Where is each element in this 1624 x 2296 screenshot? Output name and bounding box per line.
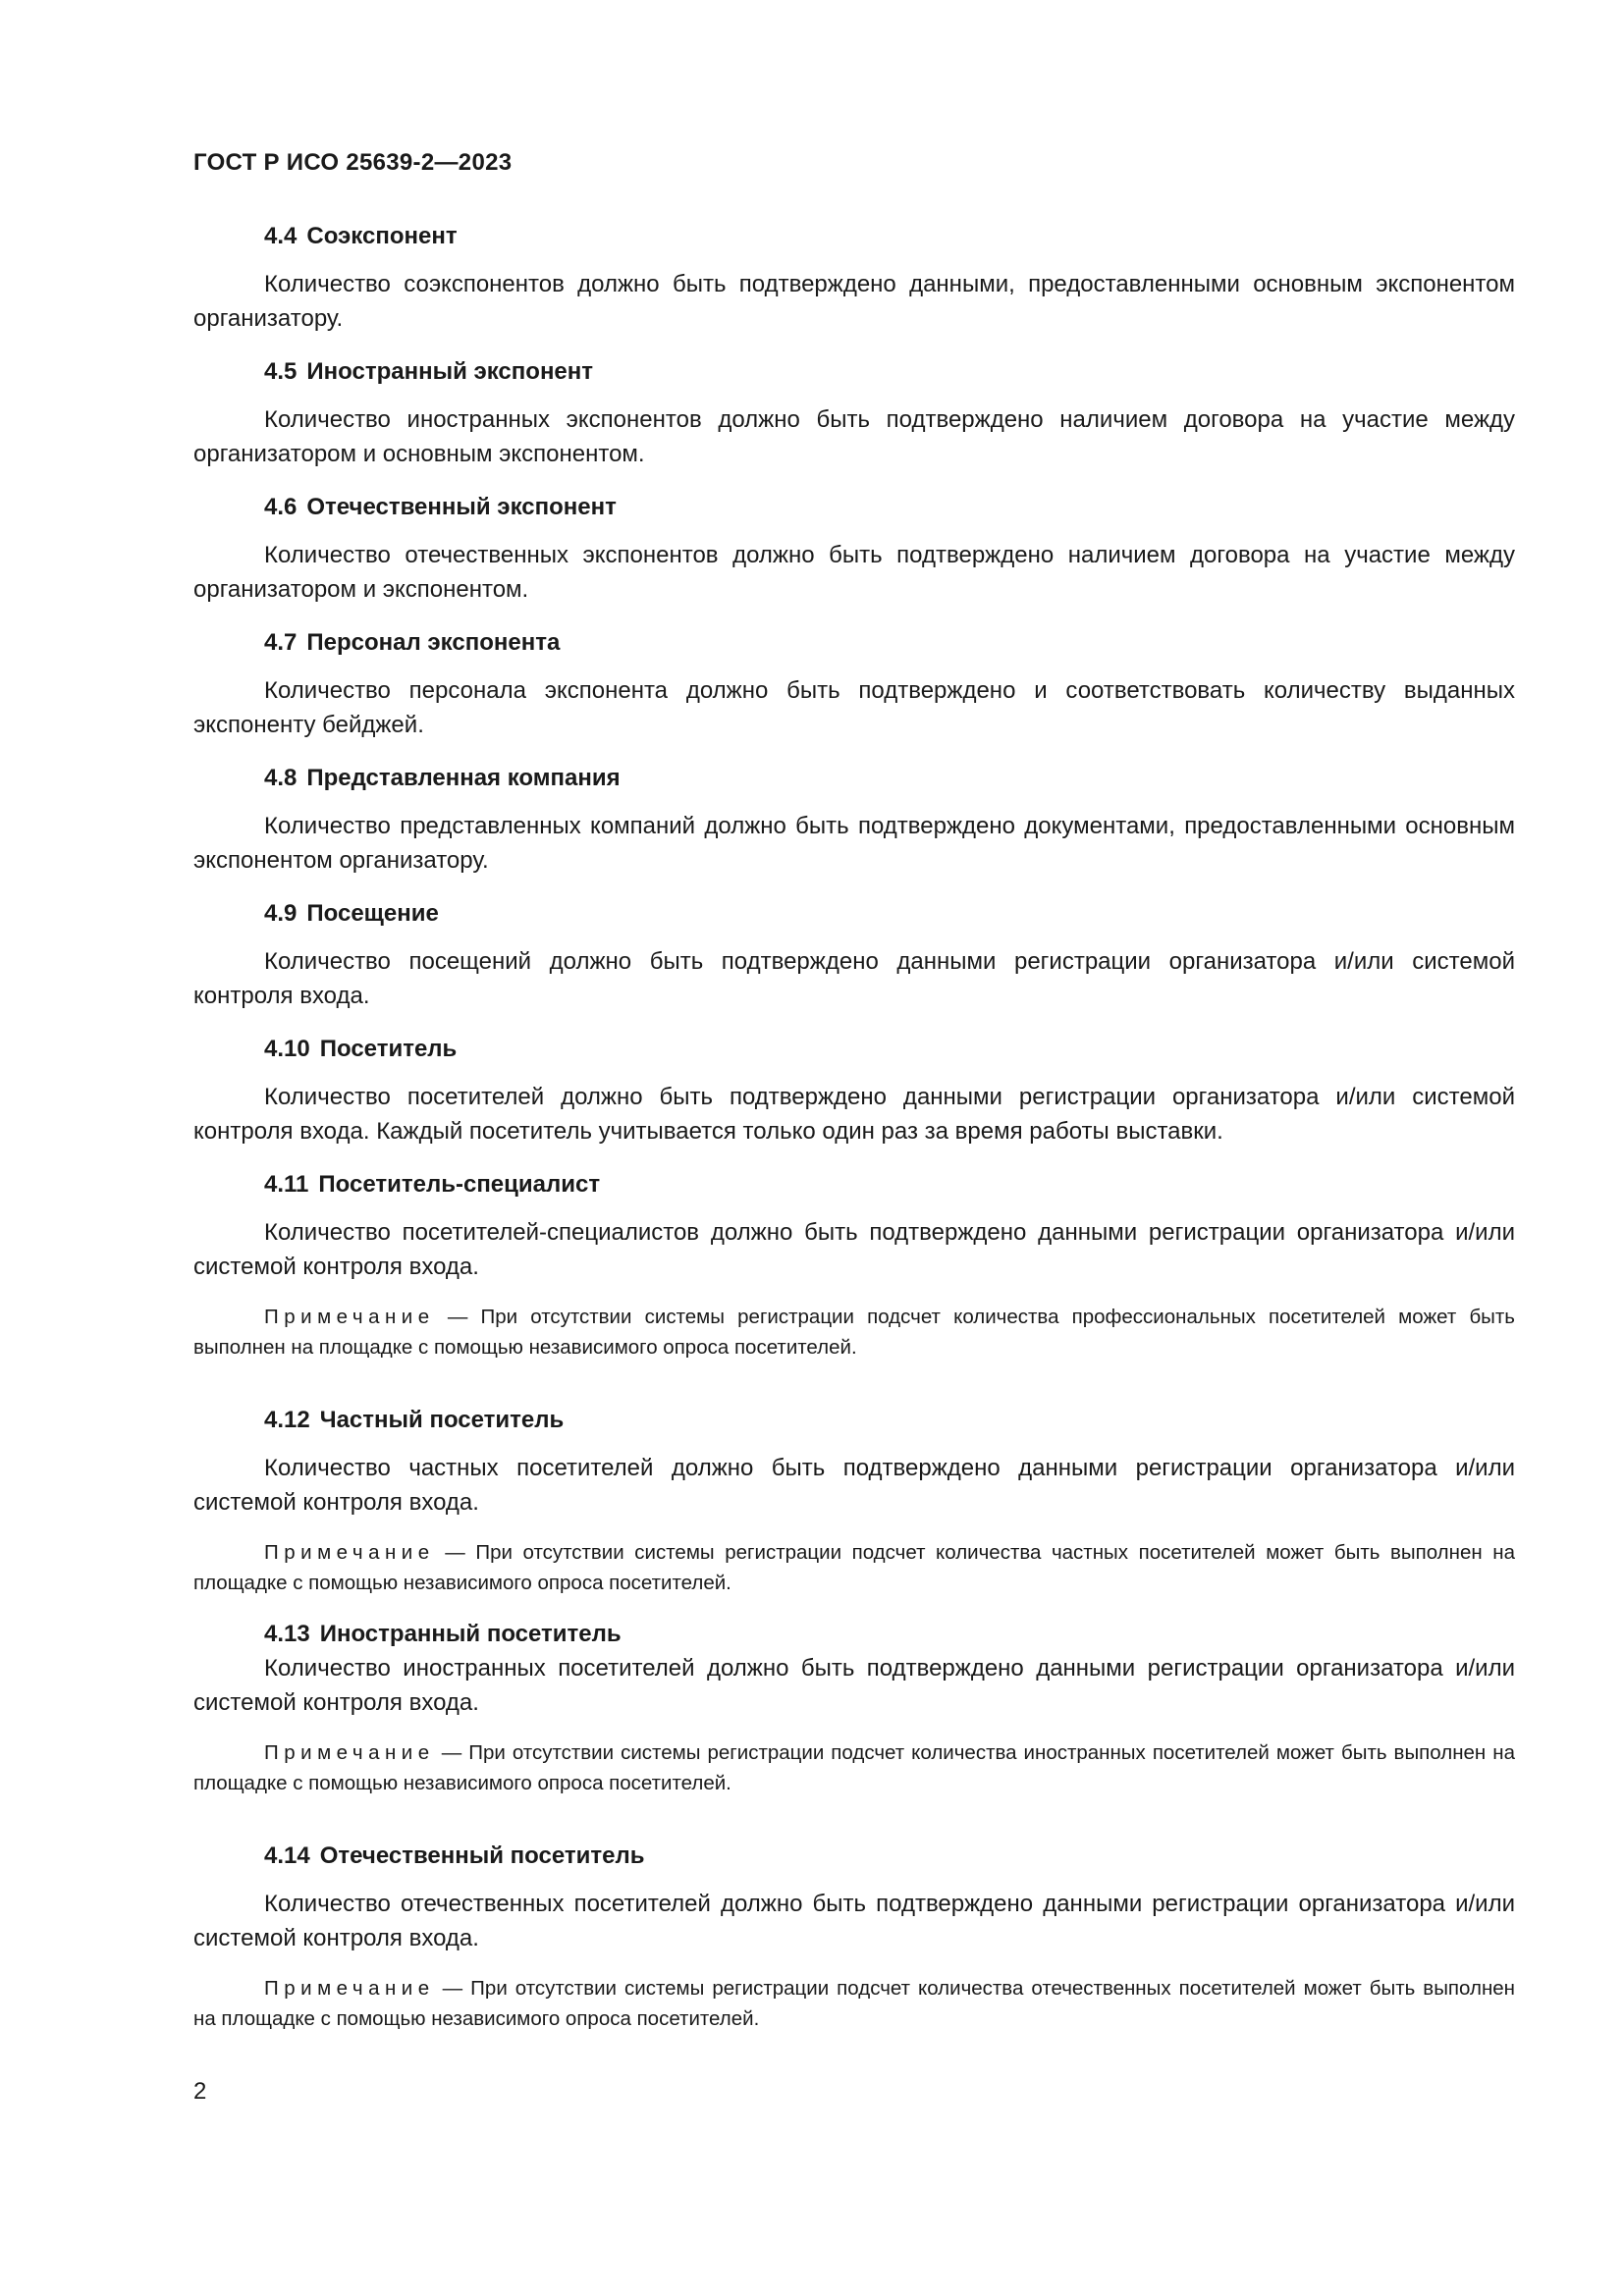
section-paragraph: Количество посетителей должно быть подтверждено данными регистрации организатора и/или системой контроля входа. Каждый посетитель учитывается только один раз за время работы выставки. [193,1084,1515,1145]
section-number: 4.14 [264,1842,310,1869]
section-heading [193,357,1515,387]
section-4-12 [193,1406,1515,1598]
section-paragraph: Количество представленных компаний должно быть подтверждено документами, предоставленными основным экспонентом организатору. [193,813,1515,874]
section-number: 4.11 [264,1171,309,1198]
section-4-9 [193,899,1515,1013]
section-title: Отечественный экспонент [306,494,617,520]
section-paragraph: Количество персонала экспонента должно быть подтверждено и соответствовать количеству выданных экспоненту бейджей. [193,677,1515,738]
section-title: Посетитель-специалист [318,1171,601,1198]
section-title: Посетитель [319,1036,458,1062]
section-number: 4.8 [264,765,298,791]
section-paragraph: Количество иностранных посетителей должно быть подтверждено данными регистрации организатора и/или системой контроля входа. [193,1655,1515,1716]
section-number: 4.4 [264,223,298,249]
section-paragraph: Количество посетителей-специалистов должно быть подтверждено данными регистрации организатора и/или системой контроля входа. [193,1219,1515,1280]
section-paragraph: Количество отечественных экспонентов должно быть подтверждено наличием договора на участие между организатором и экспонентом. [193,542,1515,603]
section-heading [193,899,1515,929]
note-label: Примечание [264,1977,435,2000]
section-number: 4.5 [264,358,298,385]
section-4-4 [193,222,1515,336]
section-heading [193,764,1515,793]
section-paragraph: Количество отечественных посетителей должно быть подтверждено данными регистрации организатора и/или системой контроля входа. [193,1891,1515,1951]
section-number: 4.6 [264,494,298,520]
section-number: 4.10 [264,1036,310,1062]
section-4-11 [193,1170,1515,1362]
section-title: Представленная компания [306,765,621,791]
page-number: 2 [193,2078,207,2105]
section-paragraph: Количество частных посетителей должно быть подтверждено данными регистрации организатора и/или системой контроля входа. [193,1455,1515,1516]
section-paragraph: Количество иностранных экспонентов должно быть подтверждено наличием договора на участие между организатором и основным экспонентом. [193,406,1515,467]
spacer [193,1820,1515,1842]
spacer [193,1384,1515,1406]
section-number: 4.13 [264,1621,310,1647]
section-heading [193,1842,1515,1871]
section-heading [193,628,1515,658]
section-title: Посещение [306,900,439,927]
section-number: 4.7 [264,629,298,656]
note-text: — При отсутствии системы регистрации подсчет количества частных посетителей может быть выполнен на площадке с помощью независимого опроса посетителей. [193,1541,1515,1594]
section-title: Иностранный посетитель [319,1621,622,1647]
section-heading [193,1035,1515,1064]
section-note [193,1302,1515,1362]
section-number: 4.9 [264,900,298,927]
note-text: — При отсутствии системы регистрации подсчет количества иностранных посетителей может быть выполнен на площадке с помощью независимого опроса посетителей. [193,1741,1515,1794]
note-text: — При отсутствии системы регистрации подсчет количества профессиональных посетителей может быть выполнен на площадке с помощью независимого опроса посетителей. [193,1306,1515,1359]
section-title: Отечественный посетитель [319,1842,645,1869]
section-4-5 [193,357,1515,471]
section-4-13 [193,1620,1515,1798]
section-4-14 [193,1842,1515,2034]
note-label: Примечание [264,1741,435,1764]
section-title: Частный посетитель [319,1407,565,1433]
section-paragraph: Количество соэкспонентов должно быть подтверждено данными, предоставленными основным экспонентом организатору. [193,271,1515,332]
section-4-8 [193,764,1515,878]
section-title: Соэкспонент [306,223,458,249]
section-4-6 [193,493,1515,607]
section-heading [193,1406,1515,1435]
section-heading [193,1170,1515,1200]
section-number: 4.12 [264,1407,310,1433]
document-code-header: ГОСТ Р ИСО 25639-2—2023 [193,149,513,176]
section-paragraph: Количество посещений должно быть подтверждено данными регистрации организатора и/или системой контроля входа. [193,948,1515,1009]
section-heading [193,493,1515,522]
section-title: Иностранный экспонент [306,358,594,385]
note-text: — При отсутствии системы регистрации подсчет количества отечественных посетителей может быть выполнен на площадке с помощью независимого опроса посетителей. [193,1977,1515,2030]
section-4-7 [193,628,1515,742]
section-title: Персонал экспонента [306,629,561,656]
section-note [193,1537,1515,1598]
section-heading [193,1620,1515,1649]
note-label: Примечание [264,1541,435,1564]
document-body [193,222,1515,2056]
section-note [193,1737,1515,1798]
section-note [193,1973,1515,2034]
section-4-10 [193,1035,1515,1148]
section-heading [193,222,1515,251]
note-label: Примечание [264,1306,435,1328]
